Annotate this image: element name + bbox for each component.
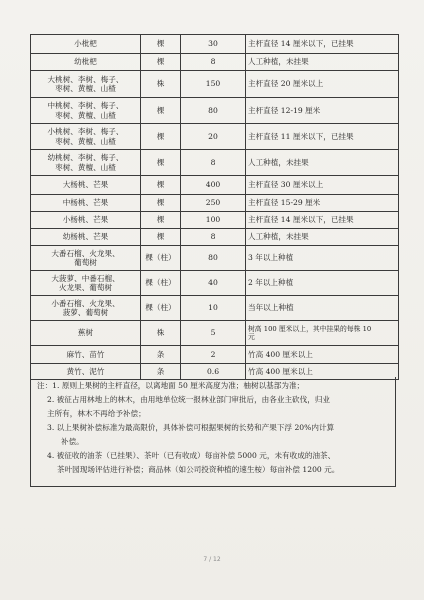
unit-cell: 棵 bbox=[141, 150, 181, 176]
note-4: 4. 被征收的油茶（已挂果）、茶叶（已有收成）每亩补偿 5000 元，未有收成的油茶、 茶叶园现场评估进行补偿；商品林（如公司投资种植的速生桉）每亩补偿 1200 元。 bbox=[47, 451, 340, 474]
tree-name-cell bbox=[31, 321, 141, 346]
price-cell: 80 bbox=[181, 246, 246, 271]
remark-cell bbox=[246, 35, 399, 54]
tree-name-cell bbox=[31, 271, 141, 296]
tree-name-line: 黄竹、泥竹 bbox=[66, 366, 105, 376]
remark-cell bbox=[246, 271, 399, 296]
tree-name-line: 中杨桃、芒果 bbox=[62, 198, 109, 208]
table-row bbox=[31, 124, 399, 150]
unit-cell: 棵（柱） bbox=[141, 246, 181, 271]
unit-cell: 棵 bbox=[141, 98, 181, 124]
remark-line: 元 bbox=[248, 333, 255, 341]
tree-name-cell bbox=[31, 212, 141, 229]
tree-name-cell bbox=[31, 195, 141, 212]
tree-name-line: 火龙果、葡萄树 bbox=[58, 283, 113, 292]
tree-name-cell bbox=[31, 124, 141, 150]
tree-name-line: 幼枇杷 bbox=[74, 57, 97, 67]
note-3: 3. 以上果树补偿标准为最高限价，具体补偿可根据果树的长势和产果下浮 20%内计算 补偿。 bbox=[47, 423, 335, 446]
table-row bbox=[31, 98, 399, 124]
tree-name-line: 葡萄树 bbox=[74, 258, 97, 267]
tree-name-cell bbox=[31, 98, 141, 124]
price-cell: 80 bbox=[181, 98, 246, 124]
tree-name-line: 小桃树、李树、梅子、 bbox=[47, 127, 124, 136]
tree-name-cell bbox=[31, 246, 141, 271]
remark-cell bbox=[246, 321, 399, 346]
unit-cell: 棵 bbox=[141, 212, 181, 229]
price-cell: 30 bbox=[181, 35, 246, 54]
tree-name-line: 麻竹、苗竹 bbox=[66, 349, 105, 359]
remark-line: 主杆直径 15-29 厘米 bbox=[248, 198, 321, 208]
tree-name-cell bbox=[31, 176, 141, 195]
table-row bbox=[31, 195, 399, 212]
remark-line: 主杆直径 30 厘米以上 bbox=[248, 180, 324, 190]
tree-name-cell bbox=[31, 346, 141, 364]
unit-cell: 棵 bbox=[141, 176, 181, 195]
note-2: 2. 被征占用林地上的林木，由用地单位统一报林业部门审批后，由各业主砍伐，归业 主所有，林木不再给予补偿； bbox=[47, 395, 331, 418]
price-cell: 0.6 bbox=[181, 364, 246, 380]
table-row bbox=[31, 35, 399, 54]
tree-name-line: 小番石榴、火龙果、 bbox=[51, 298, 120, 308]
table-row bbox=[31, 150, 399, 176]
tree-name-line: 小枇杷 bbox=[74, 39, 97, 49]
unit-cell: 棵 bbox=[141, 124, 181, 150]
remark-cell bbox=[246, 296, 399, 321]
tree-name-line: 大番石榴、火龙果、 bbox=[51, 248, 120, 258]
remark-line: 树高 100 厘米以上，其中挂果的每株 10 bbox=[248, 325, 372, 333]
remark-line: 主杆直径 14 厘米以下，已挂果 bbox=[248, 215, 354, 225]
price-cell: 250 bbox=[181, 195, 246, 212]
table-row bbox=[31, 54, 399, 71]
tree-name-line: 菠萝、葡萄树 bbox=[62, 308, 109, 317]
remark-cell bbox=[246, 98, 399, 124]
remark-line: 主杆直径 12-19 厘米 bbox=[248, 105, 321, 115]
remark-cell bbox=[246, 124, 399, 150]
unit-cell: 棵（柱） bbox=[141, 296, 181, 321]
table-row bbox=[31, 271, 399, 296]
unit-cell: 棵（柱） bbox=[141, 271, 181, 296]
price-cell: 8 bbox=[181, 54, 246, 71]
tree-name-line: 枣树、黄檀、山楂 bbox=[55, 162, 116, 172]
tree-name-line: 大杨桃、芒果 bbox=[62, 180, 109, 190]
remark-cell bbox=[246, 176, 399, 195]
unit-cell: 株 bbox=[141, 71, 181, 98]
table-row bbox=[31, 212, 399, 229]
price-cell: 10 bbox=[181, 296, 246, 321]
tree-name-line: 枣树、黄檀、山楂 bbox=[55, 136, 116, 146]
unit-cell: 条 bbox=[141, 346, 181, 364]
remark-cell bbox=[246, 195, 399, 212]
price-cell: 40 bbox=[181, 271, 246, 296]
compensation-table bbox=[30, 34, 399, 380]
remark-cell bbox=[246, 212, 399, 229]
price-cell: 150 bbox=[181, 71, 246, 98]
price-cell: 400 bbox=[181, 176, 246, 195]
remark-line: 竹高 400 厘米以上 bbox=[248, 366, 313, 376]
price-cell: 2 bbox=[181, 346, 246, 364]
tree-name-cell bbox=[31, 35, 141, 54]
remark-line: 竹高 400 厘米以上 bbox=[248, 349, 313, 359]
tree-name-cell bbox=[31, 150, 141, 176]
remark-line: 2 年以上种植 bbox=[248, 278, 294, 288]
tree-name-cell bbox=[31, 54, 141, 71]
price-cell: 100 bbox=[181, 212, 246, 229]
price-cell: 5 bbox=[181, 321, 246, 346]
tree-name-line: 幼桃树、李树、梅子、 bbox=[47, 153, 124, 162]
remark-line: 人工种植，未挂果 bbox=[248, 232, 309, 242]
tree-name-cell bbox=[31, 229, 141, 246]
table-row bbox=[31, 346, 399, 364]
table-row bbox=[31, 229, 399, 246]
tree-name-line: 小杨桃、芒果 bbox=[62, 215, 109, 225]
remark-line: 当年以上种植 bbox=[248, 303, 294, 313]
remark-cell bbox=[246, 346, 399, 364]
table-row bbox=[31, 246, 399, 271]
page-number: 7 / 12 bbox=[203, 556, 221, 563]
tree-name-line: 枣树、黄檀、山楂 bbox=[55, 110, 116, 120]
remark-line: 人工种植，未挂果 bbox=[248, 157, 309, 167]
unit-cell: 株 bbox=[141, 321, 181, 346]
unit-cell: 棵 bbox=[141, 229, 181, 246]
remark-cell bbox=[246, 150, 399, 176]
note-1: 注：1. 原则上果树的主杆直径，以离地面 50 厘米高度为准；柚树以基部为准； bbox=[37, 381, 305, 390]
price-cell: 8 bbox=[181, 150, 246, 176]
unit-cell: 条 bbox=[141, 364, 181, 380]
remark-cell bbox=[246, 54, 399, 71]
tree-name-cell bbox=[31, 71, 141, 98]
unit-cell: 棵 bbox=[141, 54, 181, 71]
table-row bbox=[31, 176, 399, 195]
tree-name-line: 枣树、黄檀、山楂 bbox=[55, 84, 116, 93]
tree-name-line: 大桃树、李树、梅子、 bbox=[47, 74, 124, 84]
table-row bbox=[31, 321, 399, 346]
remark-line: 人工种植，未挂果 bbox=[248, 57, 309, 67]
tree-name-line: 幼杨桃、芒果 bbox=[62, 232, 109, 242]
remark-line: 3 年以上种植 bbox=[248, 253, 294, 263]
notes-section bbox=[30, 377, 396, 487]
compensation-table-body bbox=[31, 35, 399, 380]
tree-name-line: 蕉树 bbox=[77, 328, 94, 338]
remark-line: 主杆直径 11 厘米以下，已挂果 bbox=[248, 131, 354, 141]
remark-cell bbox=[246, 229, 399, 246]
remark-line: 主杆直径 20 厘米以上 bbox=[248, 79, 324, 89]
table-row bbox=[31, 71, 399, 98]
price-cell: 20 bbox=[181, 124, 246, 150]
tree-name-line: 中桃树、李树、梅子、 bbox=[47, 101, 124, 110]
remark-line: 主杆直径 14 厘米以下，已挂果 bbox=[248, 39, 354, 49]
price-cell: 8 bbox=[181, 229, 246, 246]
remark-cell bbox=[246, 246, 399, 271]
tree-name-cell bbox=[31, 296, 141, 321]
unit-cell: 棵 bbox=[141, 195, 181, 212]
tree-name-line: 大菠萝、中番石榴、 bbox=[51, 273, 120, 283]
table-row bbox=[31, 296, 399, 321]
remark-cell bbox=[246, 71, 399, 98]
unit-cell: 棵 bbox=[141, 35, 181, 54]
